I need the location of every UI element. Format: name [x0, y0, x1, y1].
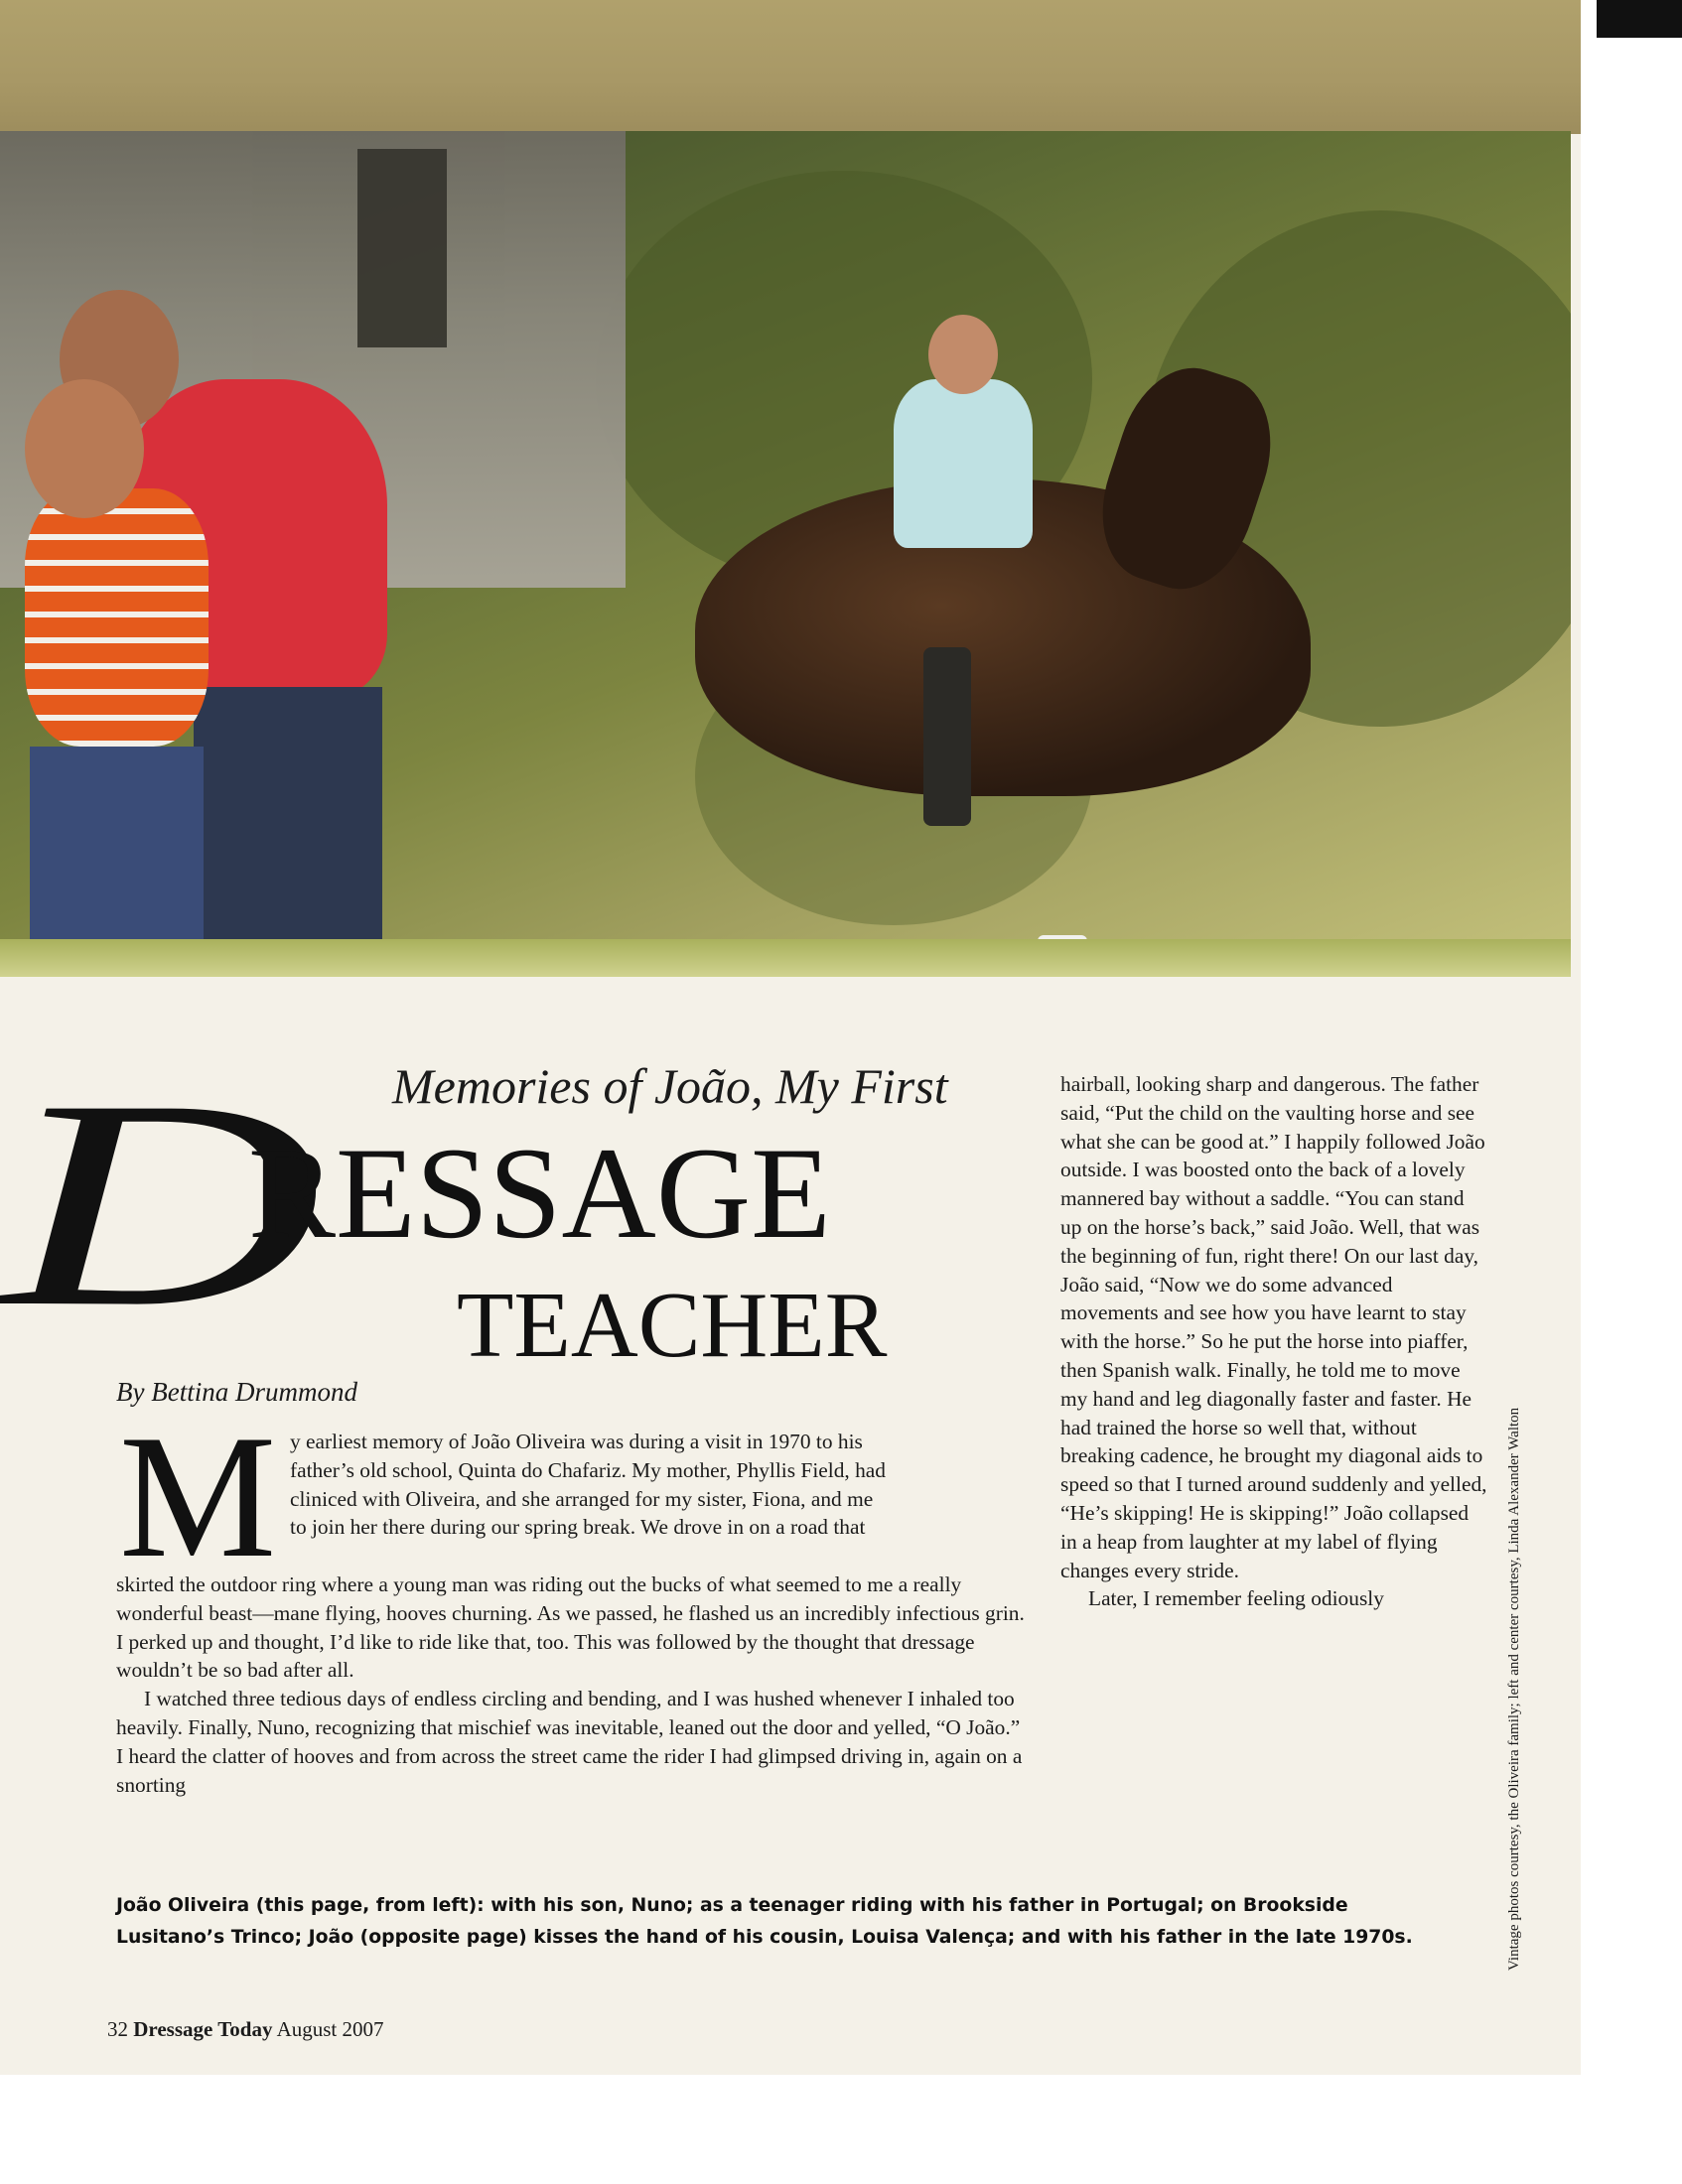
- photo-caption: [116, 1890, 1506, 1954]
- lead-photo-collage: [0, 131, 1571, 977]
- son-head: [25, 379, 144, 518]
- lead-paragraph-indented: [290, 1428, 1030, 1542]
- drop-cap: M: [119, 1398, 277, 1594]
- body-paragraph: skirted the outdoor ring where a young man was riding out the bucks of what seemed to me a really wonderful beast—mane flying, hooves churning. As we passed, he flashed us an incredibly infectious grin. I perked up and thought, I’d like to ride like that, too. This was followed by the thought that dressage wouldn’t be so bad after all.: [116, 1572, 1025, 1683]
- body-paragraph: hairball, looking sharp and dangerous. The father said, “Put the child on the vaulting horse and see what she can be good at.” I happily followed João outside. I was boosted onto the back of a lovely mannered bay without a saddle. “You can stand up on the horse’s back,” said João. Well, that was the beginning of fun, right there! On our last day, João said, “Now we do some advanced movements and see how you have learnt to stay with the horse.” So he put the horse into piaffer, then Spanish walk. Finally, he told me to move my hand and leg diagonally faster and faster. He had trained the horse so well that, without breaking cadence, he brought my diagonal aids to speed so that I turned around suddenly and yelled, “He’s skipping! He is skipping!” João collapsed in a heap from laughter at my label of flying changes every stride.: [1060, 1072, 1487, 1582]
- folio: [107, 2017, 384, 2042]
- body-line: cliniced with Oliveira, and she arranged for my sister, Fiona, and me: [290, 1486, 874, 1511]
- byline: By Bettina Drummond: [116, 1377, 357, 1407]
- body-paragraph: Later, I remember feeling odiously: [1088, 1586, 1384, 1611]
- scan-shadow: [1597, 0, 1682, 38]
- son-figure: [25, 488, 209, 747]
- body-column-left: [116, 1570, 1030, 1799]
- issue-date: August 2007: [276, 2017, 384, 2041]
- rider-figure: [894, 379, 1033, 548]
- body-paragraph: I watched three tedious days of endless circling and bending, and I was hushed whenever I inhaled too heavily. Finally, Nuno, recognizing that mischief was inevitable, leaned out the door and yelled, “O João.” I heard the clatter of hooves and from across the street came the rider I had glimpsed driving in, again on a snorting: [116, 1687, 1023, 1797]
- rider-boot: [923, 647, 971, 826]
- headline-kicker: Memories of João, My First: [392, 1058, 948, 1114]
- body-line: father’s old school, Quinta do Chafariz. My mother, Phyllis Field, had: [290, 1457, 886, 1482]
- body-line: y earliest memory of João Oliveira was during a visit in 1970 to his: [290, 1430, 863, 1453]
- page-number: 32: [107, 2017, 128, 2041]
- body-line: to join her there during our spring break. We drove in on a road that: [290, 1515, 866, 1540]
- vintage-doorway: [357, 149, 447, 347]
- father-jeans: [194, 687, 382, 977]
- caption-line: João Oliveira (this page, from left): with his son, Nuno; as a teenager riding with his father in Portugal; on Brookside: [116, 1895, 1348, 1916]
- publication-name: Dressage Today: [133, 2017, 273, 2041]
- body-column-right: [1060, 1070, 1489, 1613]
- rider-head: [928, 315, 998, 394]
- caption-line: Lusitano’s Trinco; João (opposite page) kisses the hand of his cousin, Louisa Valença; and with his father in the late 1970s.: [116, 1927, 1413, 1948]
- headline-teacher: TEACHER: [457, 1274, 888, 1377]
- photo-credit: Vintage photos courtesy, the Oliveira family; left and center courtesy, Linda Alexander Walton: [1506, 1407, 1522, 1971]
- headline-dressage: RESSAGE: [248, 1120, 831, 1266]
- headline-initial-d: D: [0, 1038, 323, 1368]
- grass-strip: [0, 939, 1571, 977]
- header-band: [0, 0, 1581, 134]
- scan-margin: [1581, 0, 1682, 2184]
